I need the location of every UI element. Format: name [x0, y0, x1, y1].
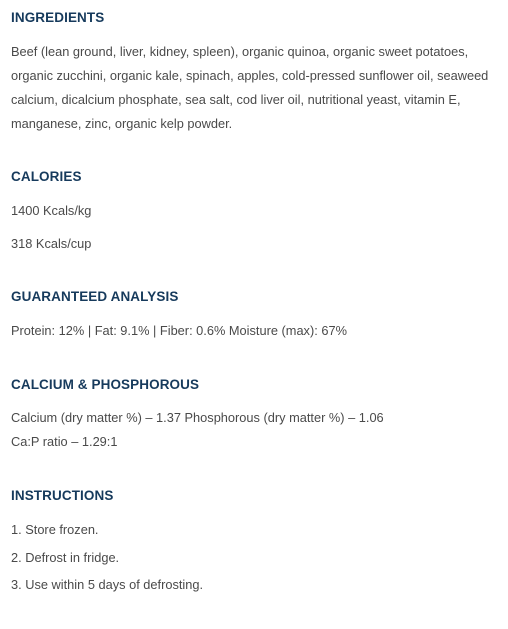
calcium-phosphorous-heading: CALCIUM & PHOSPHOROUS [11, 377, 200, 392]
calories-heading: CALORIES [11, 169, 82, 184]
instruction-step: 2. Defrost in fridge. [11, 550, 120, 565]
instruction-step: 1. Store frozen. [11, 522, 99, 537]
instructions-heading: INSTRUCTIONS [11, 488, 114, 503]
calories-per-kg: 1400 Kcals/kg [11, 203, 92, 218]
instruction-step: 3. Use within 5 days of defrosting. [11, 577, 204, 592]
guaranteed-analysis-heading: GUARANTEED ANALYSIS [11, 289, 179, 304]
ingredients-text [11, 40, 503, 136]
calcium-phosphorous-values: Calcium (dry matter %) – 1.37 Phosphorous (dry matter %) – 1.06 [11, 410, 384, 425]
guaranteed-analysis-text: Protein: 12% | Fat: 9.1% | Fiber: 0.6% Moisture (max): 67% [11, 323, 347, 338]
ca-p-ratio: Ca:P ratio – 1.29:1 [11, 434, 118, 449]
ingredients-heading: INGREDIENTS [11, 10, 105, 25]
calories-per-cup: 318 Kcals/cup [11, 236, 92, 251]
ingredients-line: Beef (lean ground, liver, kidney, spleen), organic quinoa, organic sweet potatoes, [11, 44, 469, 59]
ingredients-line: organic zucchini, organic kale, spinach, apples, cold-pressed sunflower oil, seaweed [11, 68, 489, 83]
ingredients-line: manganese, zinc, organic kelp powder. [11, 116, 233, 131]
ingredients-line: calcium, dicalcium phosphate, sea salt, cod liver oil, nutritional yeast, vitamin E, [11, 92, 461, 107]
